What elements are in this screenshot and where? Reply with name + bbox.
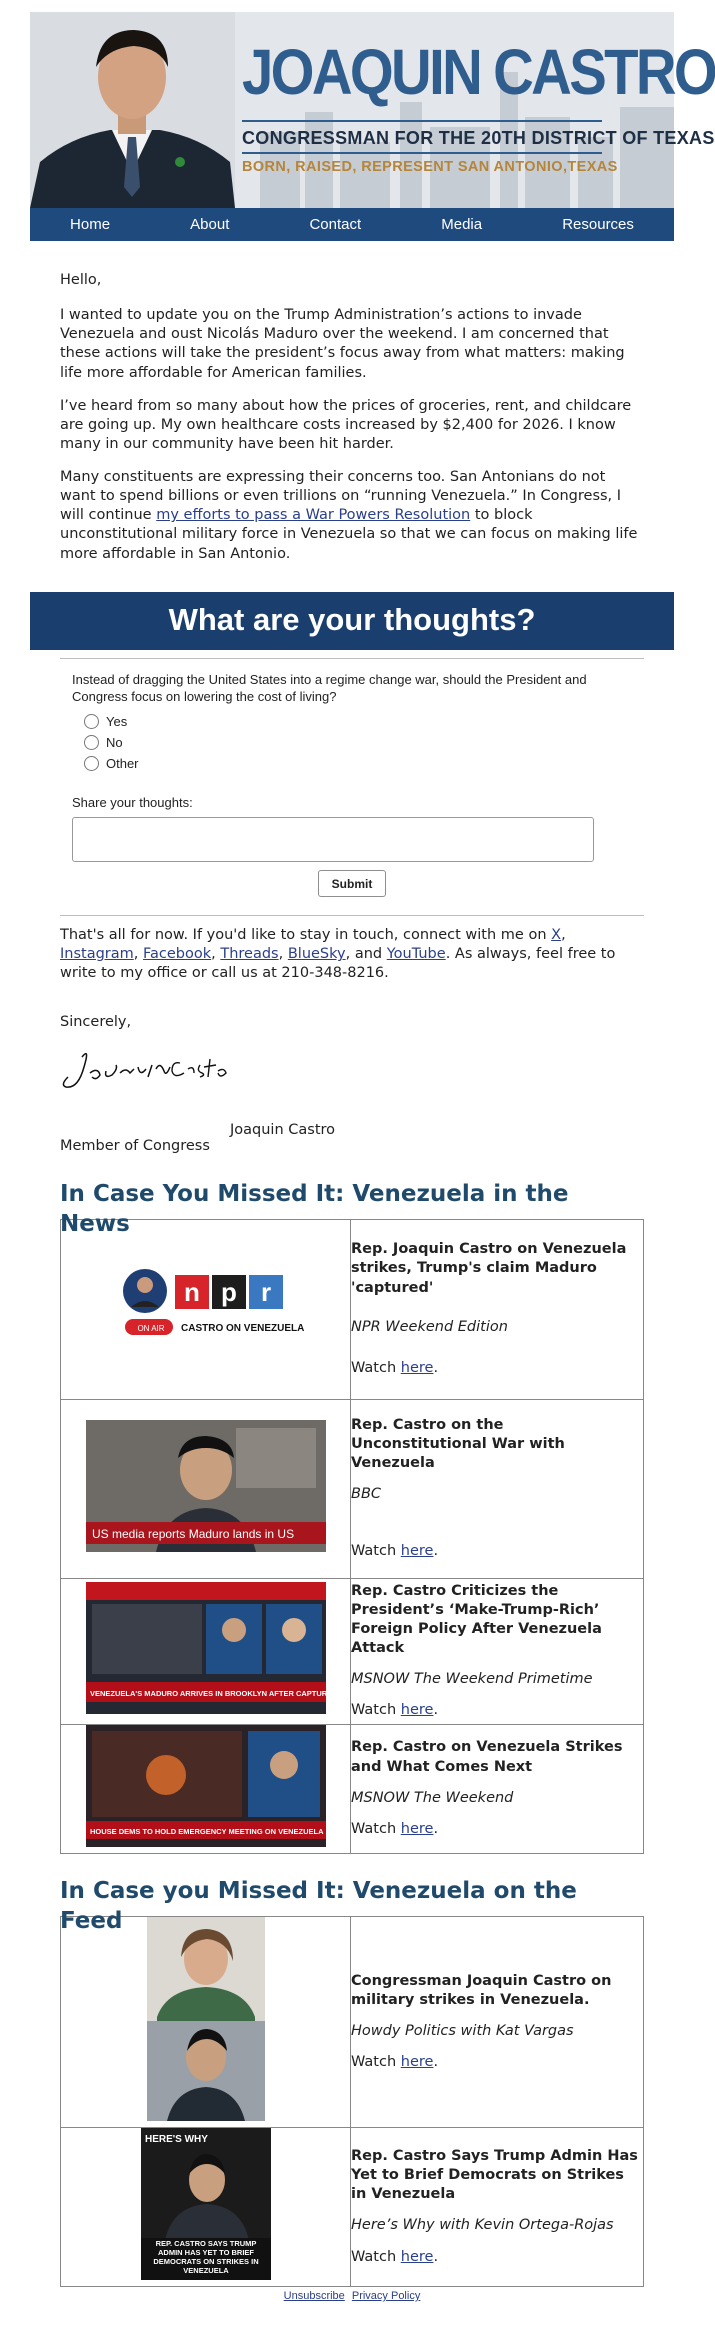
sincerely: Sincerely, bbox=[60, 1014, 132, 1031]
watch-link[interactable]: here bbox=[400, 1820, 434, 1837]
option-no[interactable] bbox=[84, 732, 632, 753]
option-no-label: No bbox=[106, 734, 123, 750]
privacy-link[interactable]: Privacy Policy bbox=[351, 2289, 421, 2302]
news-item-watch: Watch here. bbox=[351, 1359, 439, 1376]
news-item-title: Rep. Joaquin Castro on Venezuela strikes, Trump's claim Maduro 'captured' bbox=[351, 1241, 627, 1296]
greeting: Hello, bbox=[60, 272, 102, 288]
closing-text-end: . As always, feel free to write to my office or call us at 210-348-8216. bbox=[60, 946, 616, 982]
survey-form bbox=[60, 658, 644, 916]
table-row bbox=[61, 1724, 644, 1853]
nav-resources[interactable]: Resources bbox=[562, 215, 634, 233]
email-container bbox=[30, 12, 715, 2303]
watch-link[interactable]: here bbox=[400, 1543, 434, 1560]
letter-body bbox=[30, 241, 674, 564]
link-instagram[interactable]: Instagram bbox=[60, 946, 134, 963]
feed-item-watch: Watch here. bbox=[351, 2053, 439, 2070]
nav-home[interactable]: Home bbox=[70, 215, 111, 233]
radio-other[interactable] bbox=[84, 756, 99, 771]
table-row bbox=[61, 1578, 644, 1724]
feed-thumb-howdy[interactable] bbox=[61, 1916, 351, 2127]
watch-text: Watch bbox=[351, 1543, 401, 1560]
feed-item-title: Congressman Joaquin Castro on military strikes in Venezuela. bbox=[351, 1972, 612, 2008]
option-yes[interactable] bbox=[84, 711, 632, 732]
news-table bbox=[60, 1219, 644, 1854]
option-yes-label: Yes bbox=[106, 713, 128, 729]
news-item-info bbox=[351, 1399, 644, 1578]
watch-link[interactable]: here bbox=[400, 1359, 434, 1376]
bbc-thumbnail bbox=[86, 1420, 326, 1552]
svg-text:ON AIR: ON AIR bbox=[136, 1324, 165, 1334]
link-x[interactable]: X bbox=[551, 927, 562, 944]
paragraph-3 bbox=[60, 468, 644, 564]
svg-text:US media reports Maduro lands: US media reports Maduro lands in US bbox=[91, 1526, 294, 1541]
radio-yes[interactable] bbox=[84, 714, 99, 729]
watch-text: Watch bbox=[351, 1702, 401, 1719]
option-other-label: Other bbox=[106, 755, 139, 771]
paragraph-1: I wanted to update you on the Trump Administration’s actions to invade Venezuela and oust Nicolás Maduro over the weekend. I am concerned that these actions will take the president’s focus away from what matters: making life more affordable for American families. bbox=[60, 307, 625, 381]
signature-block bbox=[60, 1037, 644, 1154]
watch-text: Watch bbox=[351, 1359, 401, 1376]
news-thumb-npr[interactable] bbox=[61, 1219, 351, 1399]
link-facebook[interactable]: Facebook bbox=[143, 946, 212, 963]
table-row bbox=[61, 1916, 644, 2127]
watch-text: Watch bbox=[351, 1820, 401, 1837]
feed-item-source: Howdy Politics with Kat Vargas bbox=[351, 2022, 574, 2039]
news-thumb-msnow-2[interactable] bbox=[61, 1724, 351, 1853]
news-thumb-bbc[interactable] bbox=[61, 1399, 351, 1578]
feed-item-info bbox=[351, 1916, 644, 2127]
svg-text:CASTRO ON VENEZUELA: CASTRO ON VENEZUELA bbox=[180, 1323, 304, 1335]
banner-tagline: BORN, RAISED, REPRESENT SAN ANTONIO,TEXAS bbox=[242, 159, 618, 175]
watch-link[interactable]: here bbox=[400, 2248, 434, 2265]
feed-item-info bbox=[351, 2127, 644, 2286]
thoughts-heading: What are your thoughts? bbox=[30, 592, 674, 650]
news-thumb-msnow-1[interactable] bbox=[61, 1578, 351, 1724]
table-row bbox=[61, 1219, 644, 1399]
news-section-title: In Case You Missed It: Venezuela in the News bbox=[60, 1180, 569, 1237]
svg-text:n: n bbox=[183, 1277, 200, 1308]
paragraph-3-text: Many constituents are expressing their concerns too. San Antonians do not want to spend billions or even trillions on “running Venezuela.” In Congress, I will continue bbox=[60, 469, 622, 524]
table-row bbox=[61, 2127, 644, 2286]
news-item-watch: Watch here. bbox=[351, 1543, 439, 1560]
msnow-thumbnail bbox=[86, 1582, 332, 1714]
banner-subtitle: CONGRESSMAN FOR THE 20TH DISTRICT OF TEXAS bbox=[242, 128, 715, 148]
feed-table bbox=[60, 1916, 644, 2287]
closing-text: That's all for now. If you'd like to stay in touch, connect with me on bbox=[60, 927, 552, 944]
nav-media[interactable]: Media bbox=[441, 215, 483, 233]
thoughts-textarea[interactable] bbox=[72, 817, 594, 862]
news-item-title: Rep. Castro Criticizes the President’s ‘Make-Trump-Rich’ Foreign Policy After Venezuela Attack bbox=[351, 1582, 602, 1657]
news-item-info bbox=[351, 1578, 644, 1724]
table-row bbox=[61, 1399, 644, 1578]
role: Member of Congress bbox=[60, 1137, 210, 1154]
news-item-source: BBC bbox=[351, 1486, 382, 1503]
nav-contact[interactable]: Contact bbox=[309, 215, 362, 233]
footer bbox=[30, 2289, 674, 2304]
survey-question: Instead of dragging the United States into a regime change war, should the President and Congress focus on lowering the cost of living? bbox=[72, 671, 587, 704]
feed-thumb-hereswhy[interactable] bbox=[61, 2127, 351, 2286]
news-item-info bbox=[351, 1724, 644, 1853]
news-item-watch: Watch here. bbox=[351, 1702, 439, 1719]
link-threads[interactable]: Threads bbox=[220, 946, 279, 963]
news-item-info bbox=[351, 1219, 644, 1399]
svg-text:HERE'S WHY: HERE'S WHY bbox=[144, 2133, 208, 2145]
closing-paragraph: That's all for now. If you'd like to stay in touch, connect with me on X, Instagram, Facebook, Threads, BlueSky, and YouTube. As always, feel free to write to my office or call us at 210-348-8216. bbox=[60, 927, 616, 982]
news-item-source: MSNOW The Weekend Primetime bbox=[351, 1671, 593, 1688]
link-bluesky[interactable]: BlueSky bbox=[287, 946, 346, 963]
news-item-watch: Watch here. bbox=[351, 1820, 439, 1837]
radio-no[interactable] bbox=[84, 735, 99, 750]
feed-section-title: In Case you Missed It: Venezuela on the Feed bbox=[60, 1877, 577, 1935]
unsubscribe-link[interactable]: Unsubscribe bbox=[283, 2289, 345, 2302]
news-item-source: MSNOW The Weekend bbox=[351, 1789, 514, 1806]
closing-section bbox=[30, 916, 674, 1154]
news-item-title: Rep. Castro on Venezuela Strikes and What Comes Next bbox=[351, 1739, 623, 1775]
msnow-thumbnail bbox=[86, 1725, 326, 1847]
watch-text: Watch bbox=[351, 2053, 401, 2070]
war-powers-link[interactable]: my efforts to pass a War Powers Resolution bbox=[156, 507, 471, 524]
npr-thumbnail bbox=[121, 1261, 304, 1351]
svg-text:r: r bbox=[260, 1277, 271, 1308]
paragraph-3-text-end: to block unconstitutional military force in Venezuela so that we can focus on making life more affordable in San Antonio. bbox=[60, 507, 638, 562]
banner-divider bbox=[242, 152, 602, 154]
nav-bar bbox=[30, 208, 674, 241]
howdy-thumbnail bbox=[147, 1917, 265, 2121]
printed-name: Joaquin Castro bbox=[230, 1121, 336, 1138]
watch-text: Watch bbox=[351, 2248, 401, 2265]
signature-image bbox=[60, 1037, 240, 1107]
watch-link[interactable]: here bbox=[400, 1702, 434, 1719]
congressman-portrait bbox=[30, 12, 235, 208]
svg-text:VENEZUELA'S MADURO ARRIVES IN: VENEZUELA'S MADURO ARRIVES IN BROOKLYN AFTER CAPTURE bbox=[89, 1689, 332, 1699]
hereswhy-thumbnail bbox=[141, 2128, 271, 2280]
feed-item-watch: Watch here. bbox=[351, 2248, 439, 2265]
share-label: Share your thoughts: bbox=[72, 794, 193, 810]
banner-divider bbox=[242, 120, 602, 122]
nav-about[interactable]: About bbox=[190, 215, 230, 233]
paragraph-2: I’ve heard from so many about how the prices of groceries, rent, and childcare are going up. My own healthcare costs increased by $2,400 for 2026. I know many in our community have been hit harder. bbox=[60, 397, 632, 452]
news-item-title: Rep. Castro on the Unconstitutional War with Venezuela bbox=[351, 1416, 565, 1472]
hereswhy-caption: REP. CASTRO SAYS TRUMP ADMIN HAS YET TO BRIEF DEMOCRATS ON STRIKES IN VENEZUELA bbox=[152, 2238, 259, 2275]
news-item-source: NPR Weekend Edition bbox=[351, 1318, 508, 1335]
watch-link[interactable]: here bbox=[400, 2053, 434, 2070]
link-youtube[interactable]: YouTube bbox=[386, 946, 446, 963]
feed-item-source: Here’s Why with Kevin Ortega-Rojas bbox=[351, 2217, 614, 2234]
submit-button[interactable]: Submit bbox=[318, 870, 386, 897]
option-other[interactable] bbox=[84, 753, 632, 774]
feed-item-title: Rep. Castro Says Trump Admin Has Yet to Brief Democrats on Strikes in Venezuela bbox=[351, 2148, 638, 2203]
header-banner bbox=[30, 12, 715, 208]
svg-text:p: p bbox=[220, 1277, 237, 1308]
svg-text:HOUSE DEMS TO HOLD EMERGENCY M: HOUSE DEMS TO HOLD EMERGENCY MEETING ON VENEZUELA bbox=[89, 1826, 323, 1836]
banner-name: JOAQUIN CASTRO bbox=[242, 36, 715, 108]
